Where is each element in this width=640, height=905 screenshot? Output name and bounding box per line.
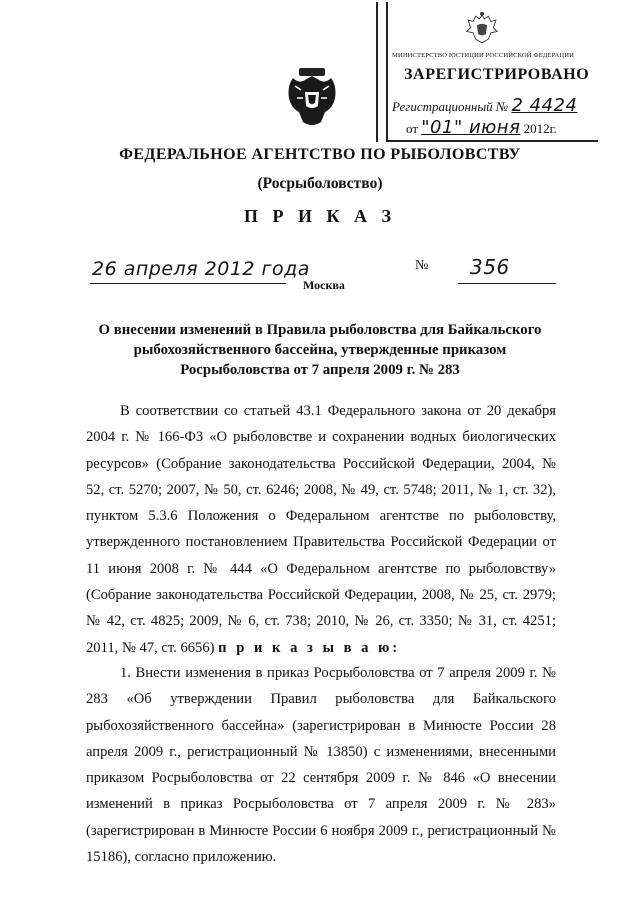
- order-city: Москва: [303, 278, 345, 292]
- stamp-registered: ЗАРЕГИСТРИРОВАНО: [404, 66, 590, 83]
- preamble-paragraph: [86, 398, 556, 661]
- item-1-text: 1. Внести изменения в приказ Росрыболовства от 7 апреля 2009 г. № 283 «Об утверждении Правил рыболовства для Байкальского рыбохозяйственного бассейна» (зарегистрирован в Минюсте России 28 апреля 2009 г., регистрационный № 13850) с изменениями, внесенными приказом Росрыболовства от 22 сентября 2009 г. № 846 «О внесении изменений в приказ Росрыболовства от 7 апреля 2009 г. № 283» (зарегистрирован в Минюсте России 6 ноября 2009 г., регистрационный № 15186), согласно приложению.: [86, 665, 556, 866]
- number-sign: №: [415, 258, 429, 273]
- order-subject: О внесении изменений в Правила рыболовства для Байкальского рыбохозяйственного бассейна, утвержденные приказом Росрыболовства от 7 апреля 2009 г. № 283: [98, 322, 542, 378]
- coat-of-arms-icon: [285, 68, 339, 135]
- number-underline: [458, 283, 556, 284]
- agency-short-name: (Росрыболовство): [257, 175, 383, 192]
- stamp-registration-number: [392, 95, 577, 116]
- stamp-reg-date: "01" июня: [421, 117, 521, 138]
- coat-of-arms-icon: [463, 10, 501, 53]
- stamp-ministry: МИНИСТЕРСТВО ЮСТИЦИИ РОССИЙСКОЙ ФЕДЕРАЦИИ: [392, 52, 574, 59]
- item-1-paragraph: [86, 660, 556, 870]
- order-number: 356: [470, 255, 510, 279]
- stamp-reg-number: 2 4424: [511, 95, 578, 116]
- order-word: п р и к а з ы в а ю:: [218, 639, 401, 656]
- stamp-reg-label: Регистрационный №: [392, 99, 509, 114]
- agency-name: ФЕДЕРАЛЬНОЕ АГЕНТСТВО ПО РЫБОЛОВСТВУ: [119, 146, 521, 163]
- preamble-text: В соответствии со статьей 43.1 Федерального закона от 20 декабря 2004 г. № 166-ФЗ «О рыболовстве и сохранении водных биологических ресурсов» (Собрание законодательства Российской Федерации, 2004, № 52, ст. 5270; 2007, № 50, ст. 6246; 2008, № 49, ст. 5748; 2011, № 1, ст. 32), пунктом 5.3.6 Положения о Федеральном агентстве по рыболовству, утвержденного постановлением Правительства Российской Федерации от 11 июня 2008 г. № 444 «О Федеральном агентстве по рыболовству» (Собрание законодательства Российской Федерации, 2008, № 25, ст. 2979; № 42, ст. 4825; 2009, № 6, ст. 738; 2010, № 26, ст. 3350; № 31, ст. 4251; 2011, № 47, ст. 6656): [86, 403, 556, 656]
- stamp-reg-year: 2012г.: [523, 121, 557, 136]
- order-date: 26 апреля 2012 года: [92, 258, 310, 280]
- stamp-from-label: от: [406, 121, 419, 136]
- order-title: П Р И К А З: [243, 206, 397, 226]
- date-underline: [90, 283, 286, 284]
- stamp-registration-date: [406, 117, 557, 138]
